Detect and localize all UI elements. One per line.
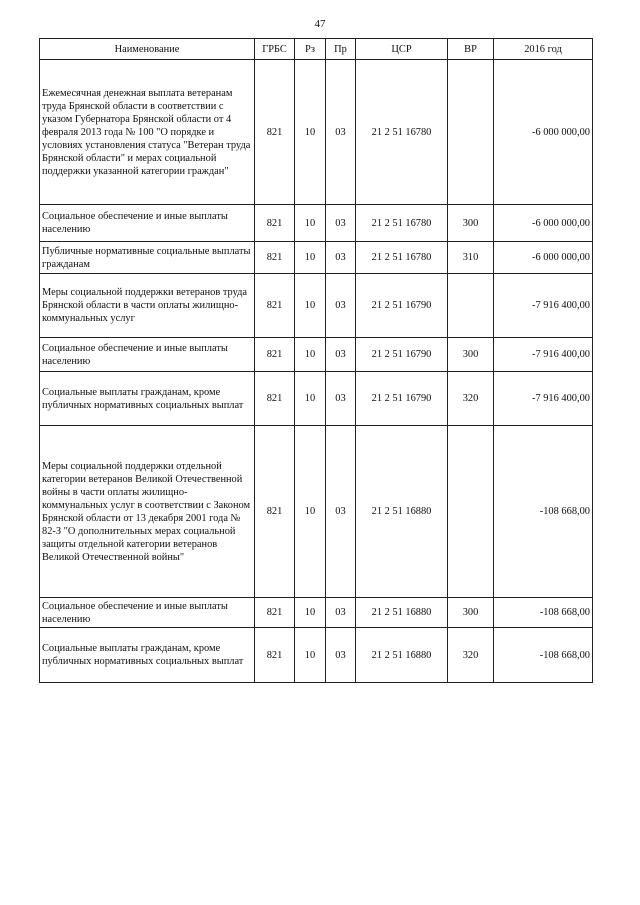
column-header-grbs: ГРБС [255, 39, 295, 60]
cell-name: Социальные выплаты гражданам, кроме публичных нормативных социальных выплат [40, 372, 255, 426]
cell-name: Публичные нормативные социальные выплаты гражданам [40, 242, 255, 274]
cell-rz: 10 [295, 242, 326, 274]
cell-name: Ежемесячная денежная выплата ветеранам труда Брянской области в соответствии с указом Губернатора Брянской области от 4 февраля 2013 года № 100 "О порядке и условиях установления статуса "Ветеран труда Брянской области" и мерах социальной поддержки указанной категории граждан" [40, 60, 255, 205]
cell-grbs: 821 [255, 274, 295, 338]
page-number: 47 [314, 18, 326, 30]
cell-pr: 03 [326, 60, 356, 205]
column-header-name: Наименование [40, 39, 255, 60]
table-row [40, 60, 593, 205]
cell-grbs: 821 [255, 205, 295, 242]
cell-rz: 10 [295, 372, 326, 426]
column-header-rz: Рз [295, 39, 326, 60]
cell-amount: -7 916 400,00 [494, 274, 593, 338]
cell-pr: 03 [326, 628, 356, 683]
cell-csr: 21 2 51 16780 [356, 205, 448, 242]
cell-amount: -108 668,00 [494, 598, 593, 628]
cell-csr: 21 2 51 16790 [356, 338, 448, 372]
cell-rz: 10 [295, 338, 326, 372]
column-header-pr: Пр [326, 39, 356, 60]
cell-pr: 03 [326, 242, 356, 274]
cell-rz: 10 [295, 60, 326, 205]
cell-vr: 310 [448, 242, 494, 274]
cell-pr: 03 [326, 372, 356, 426]
cell-vr: 300 [448, 205, 494, 242]
cell-vr: 320 [448, 372, 494, 426]
cell-grbs: 821 [255, 426, 295, 598]
cell-name: Меры социальной поддержки ветеранов труда Брянской области в части оплаты жилищно-коммунальных услуг [40, 274, 255, 338]
cell-csr: 21 2 51 16880 [356, 426, 448, 598]
cell-csr: 21 2 51 16880 [356, 628, 448, 683]
column-header-year-2016: 2016 год [494, 39, 593, 60]
cell-amount: -7 916 400,00 [494, 372, 593, 426]
cell-name: Меры социальной поддержки отдельной категории ветеранов Великой Отечественной войны в части оплаты жилищно-коммунальных услуг в соответствии с Законом Брянской области от 13 декабря 2001 года № 82-З "О дополнительных мерах социальной защиты отдельной категории ветеранов Великой Отечественной войны" [40, 426, 255, 598]
cell-grbs: 821 [255, 598, 295, 628]
cell-vr [448, 426, 494, 598]
cell-pr: 03 [326, 274, 356, 338]
cell-amount: -6 000 000,00 [494, 205, 593, 242]
budget-table [39, 38, 593, 683]
cell-pr: 03 [326, 598, 356, 628]
cell-name: Социальные выплаты гражданам, кроме публичных нормативных социальных выплат [40, 628, 255, 683]
cell-vr: 300 [448, 598, 494, 628]
cell-amount: -7 916 400,00 [494, 338, 593, 372]
table-row [40, 274, 593, 338]
table-row [40, 426, 593, 598]
cell-vr: 300 [448, 338, 494, 372]
cell-grbs: 821 [255, 628, 295, 683]
column-header-csr: ЦСР [356, 39, 448, 60]
table-row [40, 242, 593, 274]
cell-grbs: 821 [255, 60, 295, 205]
cell-csr: 21 2 51 16790 [356, 274, 448, 338]
cell-grbs: 821 [255, 338, 295, 372]
header-row [40, 39, 593, 60]
cell-rz: 10 [295, 598, 326, 628]
table-row [40, 205, 593, 242]
table-row [40, 628, 593, 683]
cell-vr [448, 274, 494, 338]
cell-name: Социальное обеспечение и иные выплаты населению [40, 338, 255, 372]
cell-rz: 10 [295, 628, 326, 683]
cell-amount: -6 000 000,00 [494, 242, 593, 274]
cell-rz: 10 [295, 274, 326, 338]
cell-csr: 21 2 51 16780 [356, 60, 448, 205]
cell-csr: 21 2 51 16780 [356, 242, 448, 274]
cell-amount: -108 668,00 [494, 628, 593, 683]
table-row [40, 372, 593, 426]
table-row [40, 598, 593, 628]
cell-amount: -108 668,00 [494, 426, 593, 598]
cell-name: Социальное обеспечение и иные выплаты населению [40, 205, 255, 242]
cell-rz: 10 [295, 205, 326, 242]
cell-name: Социальное обеспечение и иные выплаты населению [40, 598, 255, 628]
cell-grbs: 821 [255, 242, 295, 274]
cell-pr: 03 [326, 205, 356, 242]
cell-csr: 21 2 51 16790 [356, 372, 448, 426]
cell-rz: 10 [295, 426, 326, 598]
column-header-vr: ВР [448, 39, 494, 60]
cell-vr: 320 [448, 628, 494, 683]
cell-vr [448, 60, 494, 205]
cell-grbs: 821 [255, 372, 295, 426]
cell-csr: 21 2 51 16880 [356, 598, 448, 628]
cell-amount: -6 000 000,00 [494, 60, 593, 205]
table-row [40, 338, 593, 372]
cell-pr: 03 [326, 426, 356, 598]
cell-pr: 03 [326, 338, 356, 372]
